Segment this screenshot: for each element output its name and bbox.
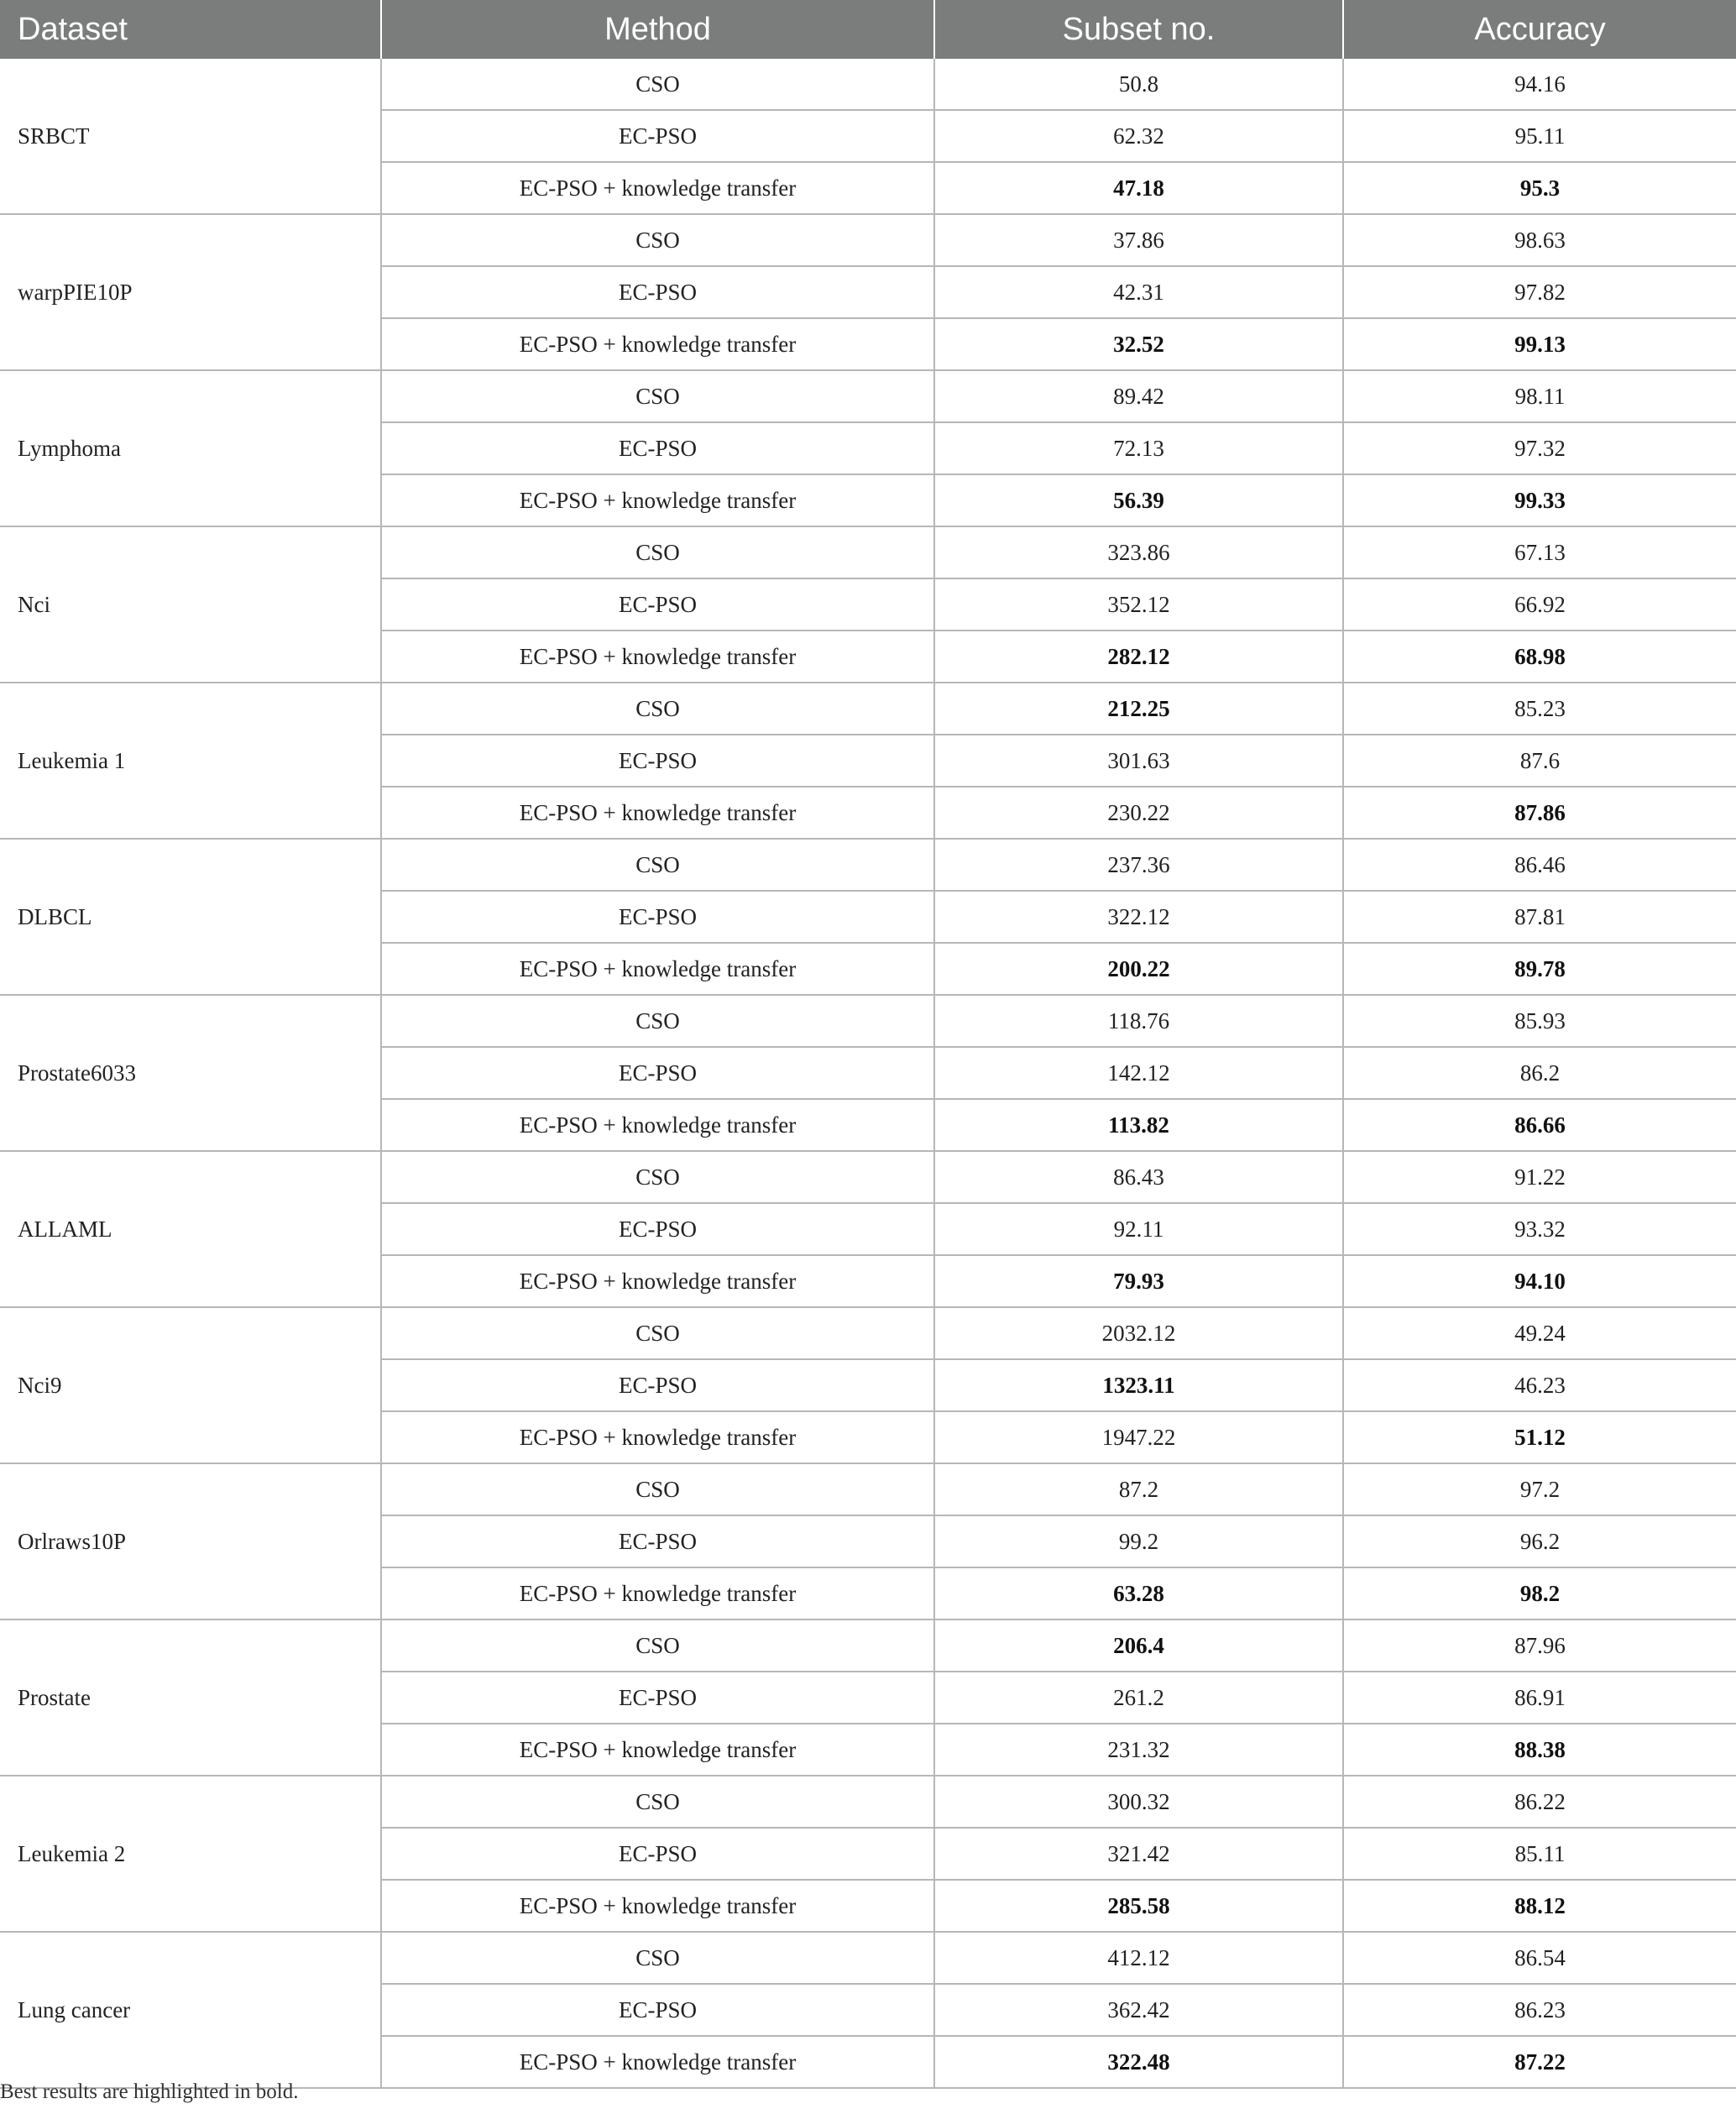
method-cell: EC-PSO + knowledge transfer	[381, 1567, 934, 1620]
subset-no-cell: 2032.12	[934, 1307, 1343, 1359]
method-cell: EC-PSO	[381, 1515, 934, 1567]
accuracy-cell: 86.54	[1343, 1932, 1736, 1984]
subset-no-cell: 113.82	[934, 1099, 1343, 1151]
subset-no-cell: 230.22	[934, 787, 1343, 839]
accuracy-cell: 46.23	[1343, 1359, 1736, 1411]
subset-no-cell: 62.32	[934, 110, 1343, 162]
dataset-cell: Prostate	[0, 1620, 381, 1776]
dataset-cell: ALLAML	[0, 1151, 381, 1307]
table-row	[0, 59, 1736, 110]
method-cell: EC-PSO	[381, 110, 934, 162]
table-row	[0, 1932, 1736, 1984]
accuracy-cell: 99.33	[1343, 474, 1736, 526]
header-row	[0, 0, 1736, 59]
accuracy-cell: 85.11	[1343, 1828, 1736, 1880]
accuracy-cell: 88.12	[1343, 1880, 1736, 1932]
method-cell: EC-PSO + knowledge transfer	[381, 631, 934, 683]
accuracy-cell: 87.86	[1343, 787, 1736, 839]
method-cell: CSO	[381, 995, 934, 1047]
table-row	[0, 1620, 1736, 1672]
dataset-cell: warpPIE10P	[0, 214, 381, 370]
method-cell: EC-PSO	[381, 1828, 934, 1880]
method-cell: CSO	[381, 1151, 934, 1203]
subset-no-cell: 261.2	[934, 1672, 1343, 1724]
accuracy-cell: 98.11	[1343, 370, 1736, 422]
accuracy-cell: 97.2	[1343, 1463, 1736, 1515]
accuracy-cell: 86.2	[1343, 1047, 1736, 1099]
method-cell: CSO	[381, 59, 934, 110]
accuracy-cell: 86.22	[1343, 1776, 1736, 1828]
method-cell: CSO	[381, 214, 934, 266]
accuracy-cell: 99.13	[1343, 318, 1736, 370]
header-accuracy: Accuracy	[1343, 0, 1736, 59]
subset-no-cell: 87.2	[934, 1463, 1343, 1515]
subset-no-cell: 322.48	[934, 2036, 1343, 2088]
accuracy-cell: 89.78	[1343, 943, 1736, 995]
accuracy-cell: 86.23	[1343, 1984, 1736, 2036]
method-cell: EC-PSO	[381, 735, 934, 787]
accuracy-cell: 87.22	[1343, 2036, 1736, 2088]
subset-no-cell: 237.36	[934, 839, 1343, 891]
subset-no-cell: 47.18	[934, 162, 1343, 214]
dataset-cell: Orlraws10P	[0, 1463, 381, 1620]
subset-no-cell: 32.52	[934, 318, 1343, 370]
table-header	[0, 0, 1736, 59]
accuracy-cell: 87.6	[1343, 735, 1736, 787]
subset-no-cell: 322.12	[934, 891, 1343, 943]
method-cell: CSO	[381, 1776, 934, 1828]
subset-no-cell: 212.25	[934, 683, 1343, 735]
method-cell: CSO	[381, 839, 934, 891]
accuracy-cell: 66.92	[1343, 578, 1736, 631]
table-row	[0, 1307, 1736, 1359]
method-cell: CSO	[381, 1932, 934, 1984]
accuracy-cell: 96.2	[1343, 1515, 1736, 1567]
accuracy-cell: 85.93	[1343, 995, 1736, 1047]
subset-no-cell: 301.63	[934, 735, 1343, 787]
method-cell: EC-PSO + knowledge transfer	[381, 1255, 934, 1307]
dataset-cell: Nci	[0, 526, 381, 683]
method-cell: EC-PSO	[381, 266, 934, 318]
accuracy-cell: 85.23	[1343, 683, 1736, 735]
dataset-cell: Nci9	[0, 1307, 381, 1463]
method-cell: EC-PSO + knowledge transfer	[381, 787, 934, 839]
method-cell: EC-PSO	[381, 1672, 934, 1724]
accuracy-cell: 87.96	[1343, 1620, 1736, 1672]
subset-no-cell: 89.42	[934, 370, 1343, 422]
table-row	[0, 995, 1736, 1047]
accuracy-cell: 88.38	[1343, 1724, 1736, 1776]
subset-no-cell: 321.42	[934, 1828, 1343, 1880]
table-row	[0, 526, 1736, 578]
accuracy-cell: 67.13	[1343, 526, 1736, 578]
subset-no-cell: 56.39	[934, 474, 1343, 526]
accuracy-cell: 95.11	[1343, 110, 1736, 162]
table-row	[0, 1463, 1736, 1515]
method-cell: EC-PSO	[381, 1984, 934, 2036]
accuracy-cell: 49.24	[1343, 1307, 1736, 1359]
method-cell: CSO	[381, 1307, 934, 1359]
dataset-cell: DLBCL	[0, 839, 381, 995]
accuracy-cell: 86.66	[1343, 1099, 1736, 1151]
table-row	[0, 214, 1736, 266]
accuracy-cell: 97.32	[1343, 422, 1736, 474]
accuracy-cell: 86.91	[1343, 1672, 1736, 1724]
method-cell: EC-PSO	[381, 1359, 934, 1411]
accuracy-cell: 94.10	[1343, 1255, 1736, 1307]
accuracy-cell: 95.3	[1343, 162, 1736, 214]
table-row	[0, 1151, 1736, 1203]
subset-no-cell: 118.76	[934, 995, 1343, 1047]
dataset-cell: Lung cancer	[0, 1932, 381, 2088]
method-cell: EC-PSO + knowledge transfer	[381, 1724, 934, 1776]
subset-no-cell: 362.42	[934, 1984, 1343, 2036]
dataset-cell: Lymphoma	[0, 370, 381, 526]
header-subset-no: Subset no.	[934, 0, 1343, 59]
method-cell: EC-PSO + knowledge transfer	[381, 2036, 934, 2088]
accuracy-cell: 68.98	[1343, 631, 1736, 683]
table-row	[0, 683, 1736, 735]
subset-no-cell: 352.12	[934, 578, 1343, 631]
accuracy-cell: 98.63	[1343, 214, 1736, 266]
method-cell: CSO	[381, 683, 934, 735]
table-row	[0, 370, 1736, 422]
subset-no-cell: 285.58	[934, 1880, 1343, 1932]
accuracy-cell: 87.81	[1343, 891, 1736, 943]
dataset-cell: Prostate6033	[0, 995, 381, 1151]
accuracy-cell: 86.46	[1343, 839, 1736, 891]
subset-no-cell: 1947.22	[934, 1411, 1343, 1463]
subset-no-cell: 63.28	[934, 1567, 1343, 1620]
accuracy-cell: 93.32	[1343, 1203, 1736, 1255]
method-cell: EC-PSO	[381, 422, 934, 474]
subset-no-cell: 86.43	[934, 1151, 1343, 1203]
subset-no-cell: 412.12	[934, 1932, 1343, 1984]
dataset-cell: SRBCT	[0, 59, 381, 214]
subset-no-cell: 200.22	[934, 943, 1343, 995]
accuracy-cell: 97.82	[1343, 266, 1736, 318]
accuracy-cell: 91.22	[1343, 1151, 1736, 1203]
method-cell: EC-PSO + knowledge transfer	[381, 318, 934, 370]
method-cell: EC-PSO	[381, 1047, 934, 1099]
method-cell: EC-PSO + knowledge transfer	[381, 1411, 934, 1463]
accuracy-cell: 94.16	[1343, 59, 1736, 110]
subset-no-cell: 37.86	[934, 214, 1343, 266]
method-cell: CSO	[381, 1620, 934, 1672]
subset-no-cell: 1323.11	[934, 1359, 1343, 1411]
header-dataset: Dataset	[0, 0, 381, 59]
subset-no-cell: 72.13	[934, 422, 1343, 474]
method-cell: EC-PSO + knowledge transfer	[381, 1099, 934, 1151]
subset-no-cell: 206.4	[934, 1620, 1343, 1672]
table-row	[0, 1776, 1736, 1828]
subset-no-cell: 42.31	[934, 266, 1343, 318]
subset-no-cell: 323.86	[934, 526, 1343, 578]
method-cell: CSO	[381, 370, 934, 422]
subset-no-cell: 99.2	[934, 1515, 1343, 1567]
table-row	[0, 839, 1736, 891]
method-cell: CSO	[381, 526, 934, 578]
accuracy-cell: 98.2	[1343, 1567, 1736, 1620]
method-cell: EC-PSO + knowledge transfer	[381, 1880, 934, 1932]
table-footnote: Best results are highlighted in bold.	[0, 2080, 299, 2103]
subset-no-cell: 231.32	[934, 1724, 1343, 1776]
accuracy-cell: 51.12	[1343, 1411, 1736, 1463]
method-cell: EC-PSO	[381, 891, 934, 943]
subset-no-cell: 92.11	[934, 1203, 1343, 1255]
subset-no-cell: 300.32	[934, 1776, 1343, 1828]
table-body	[0, 59, 1736, 2088]
subset-no-cell: 50.8	[934, 59, 1343, 110]
header-method: Method	[381, 0, 934, 59]
dataset-cell: Leukemia 1	[0, 683, 381, 839]
method-cell: EC-PSO + knowledge transfer	[381, 474, 934, 526]
method-cell: EC-PSO	[381, 1203, 934, 1255]
dataset-cell: Leukemia 2	[0, 1776, 381, 1932]
subset-no-cell: 79.93	[934, 1255, 1343, 1307]
method-cell: CSO	[381, 1463, 934, 1515]
method-cell: EC-PSO	[381, 578, 934, 631]
method-cell: EC-PSO + knowledge transfer	[381, 162, 934, 214]
method-cell: EC-PSO + knowledge transfer	[381, 943, 934, 995]
subset-no-cell: 282.12	[934, 631, 1343, 683]
subset-no-cell: 142.12	[934, 1047, 1343, 1099]
